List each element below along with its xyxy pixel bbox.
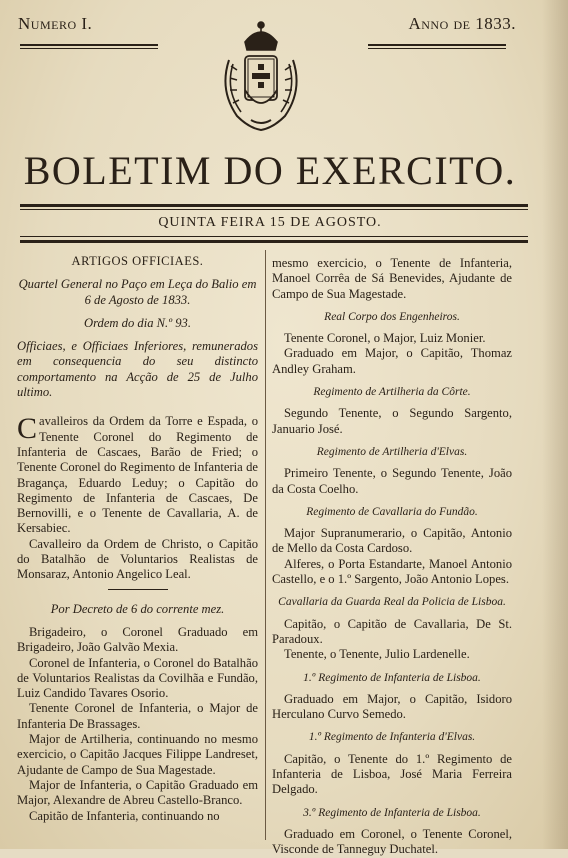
- entry: Capitão, o Capitão de Cavallaria, De St. Paradoux.: [272, 616, 512, 646]
- section-head: Regimento de Artilheria da Côrte.: [313, 386, 471, 399]
- entry: Coronel de Infanteria, o Coronel do Batalhão de Voluntarios Realistas da Covilhãa e Fundão, Luiz Candido Tavares Osorio.: [17, 655, 258, 701]
- entry: Major de Infanteria, o Capitão Graduado em Major, Alexandre de Abreu Castello-Branco.: [17, 777, 258, 808]
- section-head: Regimento de Artilheria d'Elvas.: [316, 445, 468, 458]
- entry: Graduado em Major, o Capitão, Thomaz Andley Graham.: [272, 346, 512, 376]
- section-head: Cavallaria da Guarda Real da Policia de Lisboa.: [278, 596, 506, 609]
- newspaper-title: BOLETIM DO EXERCITO.: [23, 148, 517, 193]
- section-head: 3.º Regimento de Infanteria de Lisboa.: [303, 806, 481, 819]
- entry: Tenente, o Tenente, Julio Lardenelle.: [284, 647, 470, 662]
- entry: Capitão de Infanteria, continuando no: [29, 808, 220, 823]
- entry: Major de Artilheria, continuando no mesmo exercicio, o Capitão Jacques Filippe Landreset, Ajudante de Campo de Sua Magestade.: [17, 732, 258, 777]
- first-paragraph: [17, 414, 258, 536]
- left-column: [17, 250, 258, 824]
- decree-line: Por Decreto de 6 do corrente mez.: [50, 601, 225, 616]
- drop-cap: C: [17, 412, 38, 446]
- royal-coat-of-arms-icon: [215, 20, 307, 132]
- entry: Brigadeiro, o Coronel Graduado em Brigadeiro, João Galvão Mexia.: [17, 624, 258, 655]
- title-rule-top-thin: [20, 209, 528, 210]
- header-rule-right: [368, 44, 506, 46]
- order-intro: Officiaes, e Officiaes Inferiores, remunerados em consequencia do seu distincto comportamento na Acção de 25 de Julho ultimo.: [17, 339, 258, 400]
- entry: Graduado em Major, o Capitão, Isidoro Herculano Curvo Semedo.: [272, 691, 512, 722]
- section-separator: [108, 589, 168, 590]
- title-rule-top: [20, 204, 528, 207]
- date-rule-thick: [20, 240, 528, 243]
- section-head: Regimento de Cavallaria do Fundão.: [306, 505, 478, 518]
- header-rule-left: [20, 44, 158, 46]
- section-heading: ARTIGOS OFFICIAES.: [71, 254, 204, 268]
- headquarters-line: Quartel General no Paço em Leça do Balio em 6 de Agosto de 1833.: [18, 277, 257, 307]
- entry: Tenente Coronel, o Major, Luiz Monier.: [284, 331, 486, 346]
- entry: Alferes, o Porta Estandarte, Manoel Antonio Castello, e o 1.º Sargento, João Antonio Lopes.: [272, 556, 512, 587]
- issue-date: QUINTA FEIRA 15 DE AGOSTO.: [158, 215, 382, 230]
- order-line: Ordem do dia N.º 93.: [84, 315, 191, 330]
- entry: Capitão, o Tenente do 1.º Regimento de Infanteria de Lisboa, José Maria Ferreira Delgado.: [272, 751, 512, 797]
- section-head: 1.º Regimento de Infanteria d'Elvas.: [308, 731, 476, 744]
- issue-year: Anno de 1833.: [408, 14, 516, 33]
- continued-text: mesmo exercicio, o Tenente de Infanteria, Manoel Corrêa de Sá Benevides, Ajudante de Campo de Sua Magestade.: [272, 256, 512, 301]
- page-edge-shadow: [542, 0, 568, 849]
- right-column: [272, 256, 512, 858]
- entry: Segundo Tenente, o Segundo Sargento, Januario José.: [272, 406, 512, 436]
- entry: Primeiro Tenente, o Segundo Tenente, João da Costa Coelho.: [272, 466, 512, 496]
- issue-number: Numero I.: [18, 14, 93, 33]
- column-divider: [265, 250, 266, 840]
- section-head: Real Corpo dos Engenheiros.: [324, 310, 460, 323]
- entry: Major Supranumerario, o Capitão, Antonio de Mello da Costa Cardoso.: [272, 526, 512, 556]
- entry: Graduado em Coronel, o Tenente Coronel, Visconde de Tanneguy Duchatel.: [272, 826, 512, 857]
- entry: Tenente Coronel de Infanteria, o Major de Infanteria De Brassages.: [17, 701, 258, 731]
- date-rule-thin: [20, 236, 528, 237]
- paragraph-text: avalleiros da Ordem da Torre e Espada, o Tenente Coronel do Regimento de Infanteria de Cascaes, Barão de Fried; o Tenente Coronel do Regimento de Infanteria de Bragança, Eduardo Leduy; o Capitão do Regimento de Infanteria de Cascaes, De Bernovilli, e o Tenente de Cavallaria, A. de Kersabiec.: [17, 414, 258, 536]
- paragraph: Cavalleiro da Ordem de Christo, o Capitão do Batalhão de Voluntarios Realistas de Monsaraz, Antonio Angelico Leal.: [17, 536, 258, 582]
- section-head: 1.º Regimento de Infanteria de Lisboa.: [303, 671, 481, 684]
